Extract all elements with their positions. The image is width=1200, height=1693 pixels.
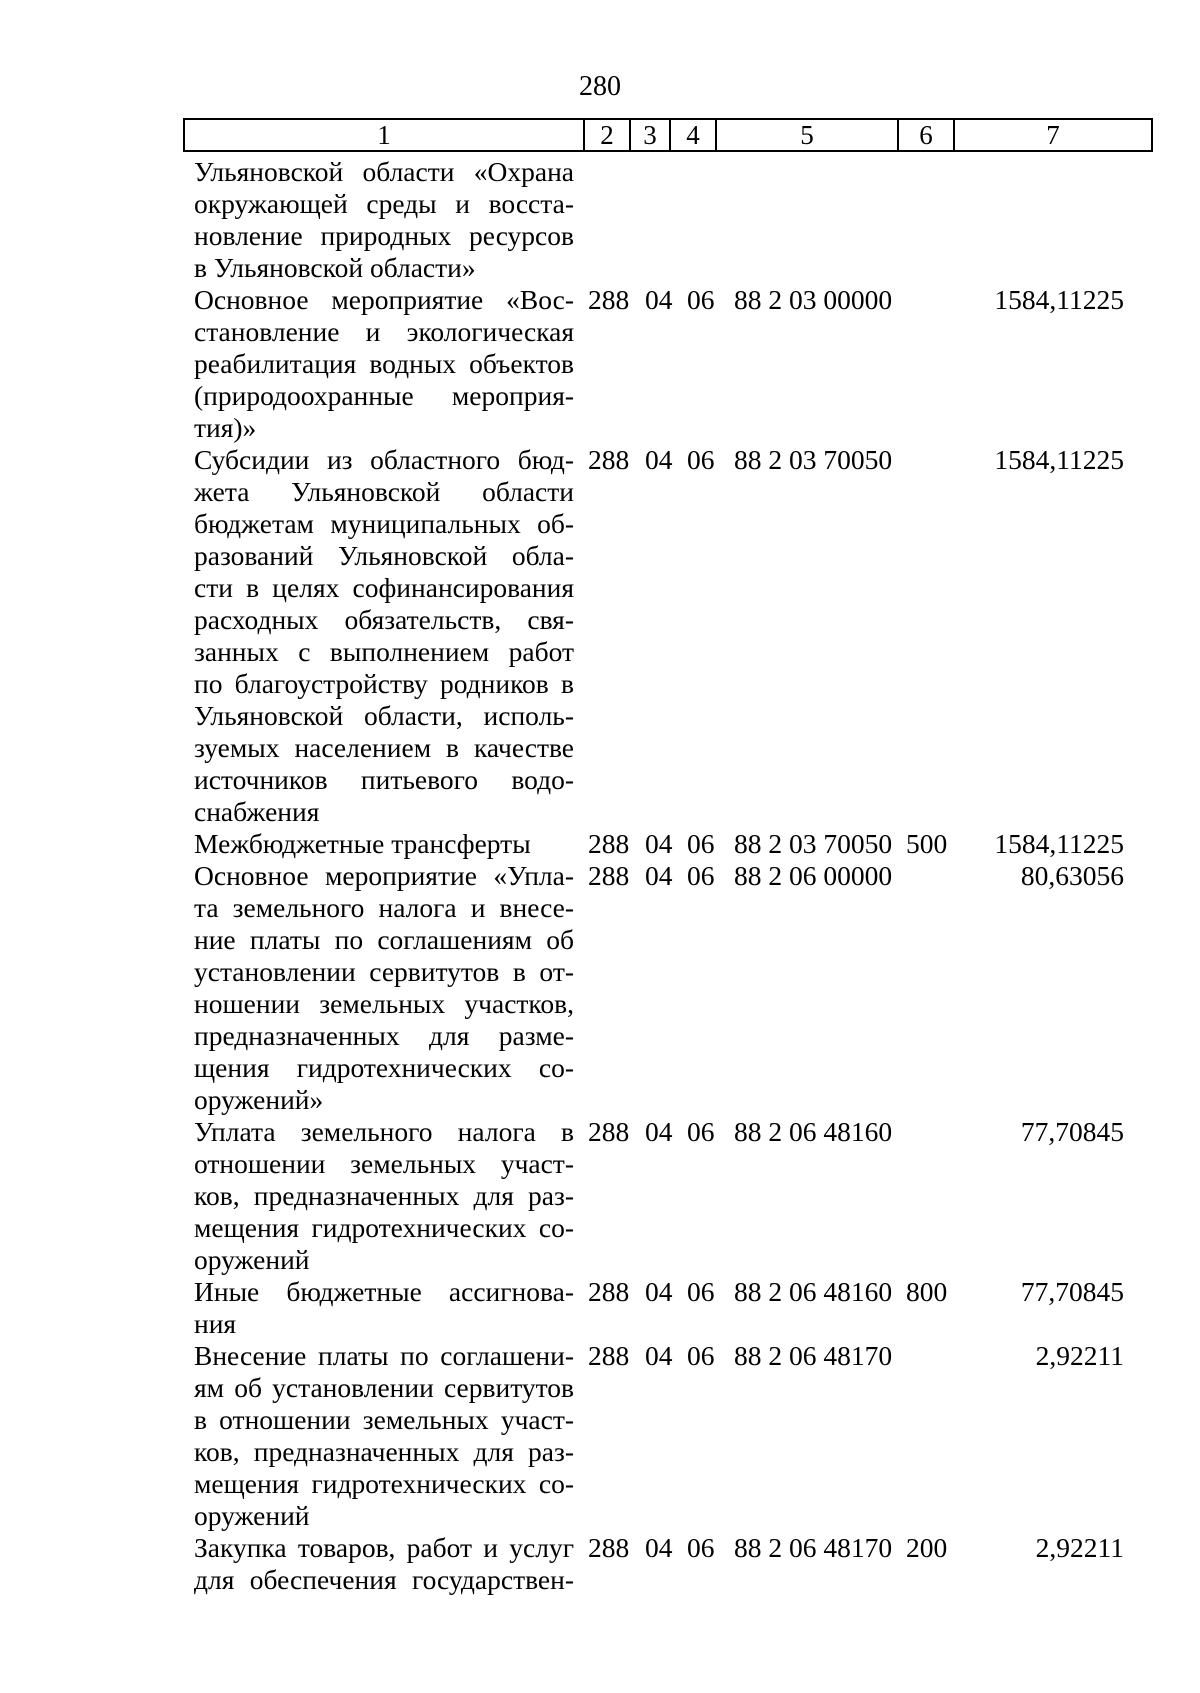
item-description [194, 828, 574, 860]
table-row [0, 1532, 1200, 1596]
amount-value: 77,70845 [1020, 1276, 1124, 1307]
description-line: источников питьевого водо- [194, 764, 574, 795]
amount-value: 1584,11225 [994, 444, 1124, 475]
column-header-4: 4 [670, 119, 716, 151]
column-header-7: 7 [954, 119, 1152, 151]
subsection-code: 06 [687, 1276, 715, 1307]
column-header-2: 2 [584, 119, 630, 151]
item-description [194, 444, 574, 828]
item-description [194, 1276, 574, 1340]
description-line: отношении земельных участ- [194, 1148, 574, 1179]
description-line: разований Ульяновской обла- [194, 540, 574, 571]
budget-table-body [0, 156, 1200, 1596]
description-line: новление природных ресурсов [194, 220, 574, 251]
description-line: Ульяновской области «Охрана [194, 156, 574, 187]
description-line: оружений [194, 1244, 310, 1275]
ministry-code: 288 [588, 1276, 630, 1307]
table-row [0, 828, 1200, 860]
description-line: щения гидротехнических со- [194, 1052, 574, 1083]
subsection-code: 06 [687, 1116, 715, 1147]
section-code: 04 [645, 1340, 673, 1371]
column-header-6: 6 [898, 119, 954, 151]
table-row [0, 1340, 1200, 1532]
description-line: жета Ульяновской области [194, 476, 574, 507]
expense-type-code: 800 [906, 1276, 948, 1307]
amount-value: 1584,11225 [994, 828, 1124, 859]
target-article-code: 88 2 06 00000 [734, 860, 893, 891]
amount-value: 2,92211 [1035, 1340, 1124, 1371]
description-line: мещения гидротехнических со- [194, 1468, 574, 1499]
ministry-code: 288 [588, 444, 630, 475]
description-line: расходных обязательств, свя- [194, 604, 574, 635]
description-line: оружений» [194, 1084, 324, 1115]
target-article-code: 88 2 06 48160 [734, 1276, 893, 1307]
table-row [0, 156, 1200, 284]
item-description [194, 1532, 574, 1596]
ministry-code: 288 [588, 1340, 630, 1371]
column-header-row [183, 118, 1153, 152]
table-row [0, 444, 1200, 828]
item-description [194, 1116, 574, 1276]
section-code: 04 [645, 1116, 673, 1147]
description-line: предназначенных для разме- [194, 1020, 574, 1051]
table-row [0, 1116, 1200, 1276]
description-line: ношении земельных участков, [194, 988, 574, 1019]
description-line: тия)» [194, 412, 257, 443]
subsection-code: 06 [687, 828, 715, 859]
description-line: ям об установлении сервитутов [194, 1372, 574, 1403]
table-row [0, 1276, 1200, 1340]
target-article-code: 88 2 06 48160 [734, 1116, 893, 1147]
column-header-1: 1 [184, 119, 584, 151]
description-line: установлении сервитутов в от- [194, 956, 574, 987]
subsection-code: 06 [687, 284, 715, 315]
description-line: ков, предназначенных для раз- [194, 1180, 574, 1211]
description-line: Межбюджетные трансферты [194, 828, 531, 859]
amount-value: 1584,11225 [994, 284, 1124, 315]
target-article-code: 88 2 03 00000 [734, 284, 893, 315]
description-line: бюджетам муниципальных об- [194, 508, 574, 539]
description-line: для обеспечения государствен- [194, 1564, 574, 1595]
description-line: ков, предназначенных для раз- [194, 1436, 574, 1467]
table-row [0, 860, 1200, 1116]
section-code: 04 [645, 828, 673, 859]
description-line: ние платы по соглашениям об [194, 924, 574, 955]
description-line: ния [194, 1308, 237, 1339]
target-article-code: 88 2 06 48170 [734, 1340, 893, 1371]
item-description [194, 284, 574, 444]
section-code: 04 [645, 1532, 673, 1563]
description-line: по благоустройству родников в [194, 668, 574, 699]
page-number: 280 [579, 71, 621, 102]
description-line: (природоохранные мероприя- [194, 380, 574, 411]
item-description [194, 1340, 574, 1532]
ministry-code: 288 [588, 1116, 630, 1147]
description-line: Основное мероприятие «Упла- [194, 860, 574, 891]
description-line: Ульяновской области, исполь- [194, 700, 574, 731]
description-line: мещения гидротехнических со- [194, 1212, 574, 1243]
amount-value: 2,92211 [1035, 1532, 1124, 1563]
ministry-code: 288 [588, 828, 630, 859]
target-article-code: 88 2 06 48170 [734, 1532, 893, 1563]
description-line: окружающей среды и восста- [194, 188, 574, 219]
description-line: снабжения [194, 796, 320, 827]
description-line: Уплата земельного налога в [194, 1116, 574, 1147]
description-line: Внесение платы по соглашени- [194, 1340, 574, 1371]
section-code: 04 [645, 860, 673, 891]
section-code: 04 [645, 1276, 673, 1307]
subsection-code: 06 [687, 860, 715, 891]
ministry-code: 288 [588, 1532, 630, 1563]
description-line: оружений [194, 1500, 310, 1531]
subsection-code: 06 [687, 444, 715, 475]
item-description [194, 156, 574, 284]
column-header-5: 5 [716, 119, 898, 151]
section-code: 04 [645, 444, 673, 475]
item-description [194, 860, 574, 1116]
description-line: Субсидии из областного бюд- [194, 444, 574, 475]
subsection-code: 06 [687, 1340, 715, 1371]
description-line: в отношении земельных участ- [194, 1404, 574, 1435]
description-line: реабилитация водных объектов [194, 348, 574, 379]
subsection-code: 06 [687, 1532, 715, 1563]
description-line: сти в целях софинансирования [194, 572, 574, 603]
ministry-code: 288 [588, 284, 630, 315]
description-line: Закупка товаров, работ и услуг [194, 1532, 574, 1563]
description-line: та земельного налога и внесе- [194, 892, 574, 923]
description-line: Иные бюджетные ассигнова- [194, 1276, 574, 1307]
description-line: зуемых населением в качестве [194, 732, 574, 763]
expense-type-code: 500 [906, 828, 948, 859]
description-line: Основное мероприятие «Вос- [194, 284, 574, 315]
ministry-code: 288 [588, 860, 630, 891]
table-row [0, 284, 1200, 444]
section-code: 04 [645, 284, 673, 315]
column-header-3: 3 [630, 119, 670, 151]
amount-value: 77,70845 [1020, 1116, 1124, 1147]
target-article-code: 88 2 03 70050 [734, 444, 893, 475]
description-line: занных с выполнением работ [194, 636, 574, 667]
amount-value: 80,63056 [1020, 860, 1124, 891]
target-article-code: 88 2 03 70050 [734, 828, 893, 859]
description-line: становление и экологическая [194, 316, 574, 347]
expense-type-code: 200 [906, 1532, 948, 1563]
description-line: в Ульяновской области» [194, 252, 476, 283]
